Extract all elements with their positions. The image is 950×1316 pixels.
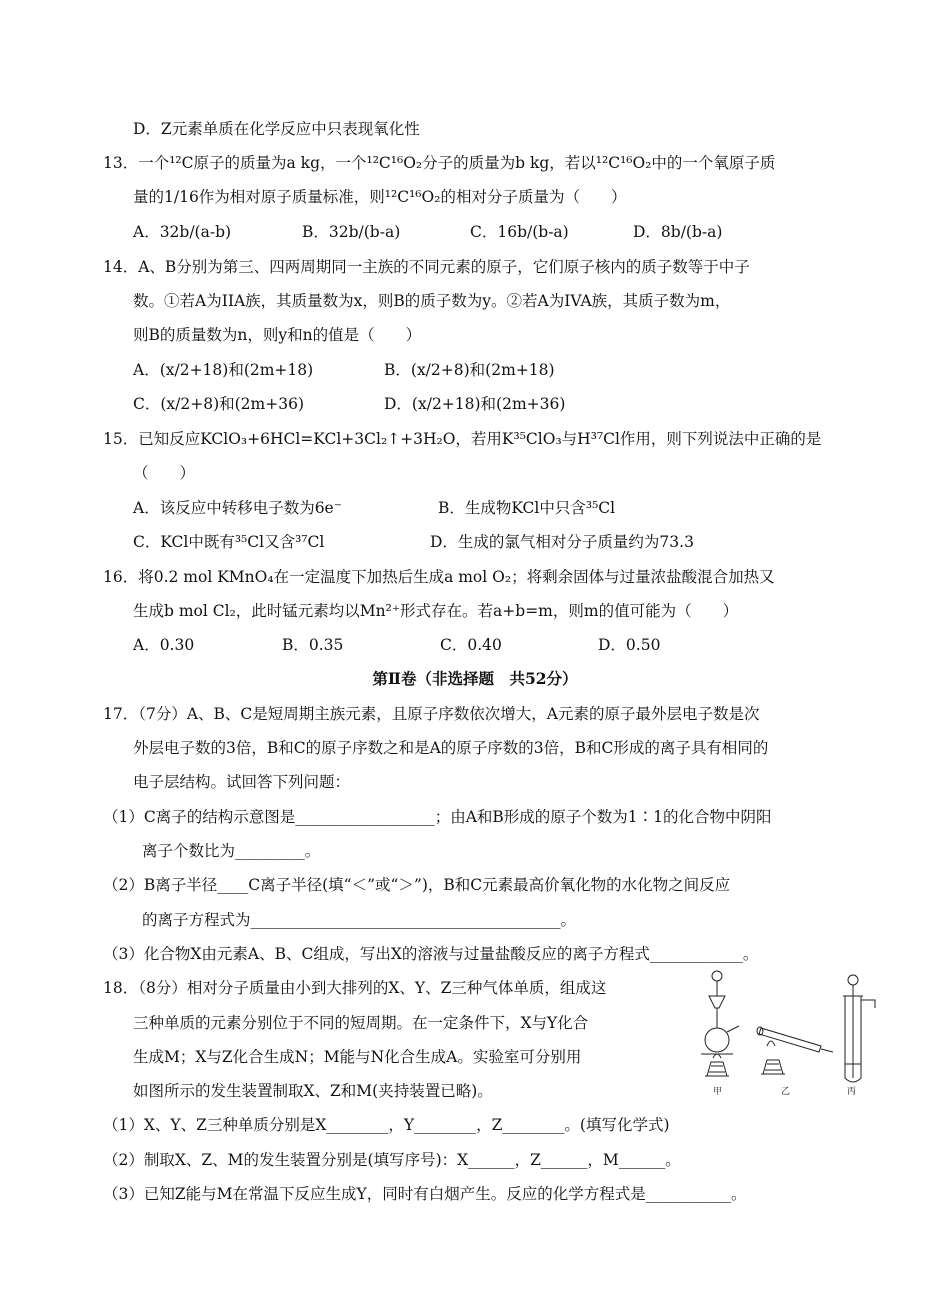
q16-stem-line1: 16．将0.2 mol KMnO₄在一定温度下加热后生成a mol O₂；将剩余固体与过量浓盐酸混合加热又 (103, 568, 775, 586)
q18-sub1: （1）X、Y、Z三种单质分别是X________，Y________，Z________。(填写化学式) (103, 1116, 670, 1134)
q14-option-d: D．(x/2+18)和(2m+36) (384, 395, 566, 413)
q17-sub3: （3）化合物X由元素A、B、C组成，写出X的溶液与过量盐酸反应的离子方程式____________。 (103, 945, 759, 963)
q18-sub2: （2）制取X、Z、M的发生装置分别是(填写序号)：X______，Z______，M______。 (103, 1151, 681, 1169)
q17-stem-line1: 17．（7分）A、B、C是短周期主族元素，且原子序数依次增大，A元素的原子最外层电子数是次 (103, 705, 760, 723)
q17-stem-line3: 电子层结构。试回答下列问题： (133, 773, 351, 791)
q13-stem-line1: 13．一个¹²C原子的质量为a kg，一个¹²C¹⁶O₂分子的质量为b kg，若以¹²C¹⁶O₂中的一个氧原子质 (103, 154, 776, 172)
q13-option-b: B．32b/(b-a) (302, 223, 401, 241)
q13-stem-line2: 量的1/16作为相对原子质量标准，则¹²C¹⁶O₂的相对分子质量为（ ） (133, 188, 627, 206)
figure-label-yi: 乙 (781, 1087, 791, 1097)
q16-option-b: B．0.35 (282, 636, 344, 654)
q17-sub2-line1: （2）B离子半径____C离子半径(填“＜”或“＞”)，B和C元素最高价氧化物的水化物之间反应 (103, 876, 731, 894)
q16-option-c: C．0.40 (440, 636, 502, 654)
q14-stem-line1: 14．A、B分别为第三、四两周期同一主族的不同元素的原子，它们原子核内的质子数等于中子 (103, 258, 750, 276)
q13-option-c: C．16b/(b-a) (470, 223, 569, 241)
q12-option-d: D．Z元素单质在化学反应中只表现氧化性 (133, 120, 420, 138)
apparatus-yi (757, 1027, 833, 1074)
q18-stem-line1: 18．（8分）相对分子质量由小到大排列的X、Y、Z三种气体单质，组成这 (103, 979, 607, 997)
apparatus-bing (843, 975, 875, 1082)
q18-stem-line4: 如图所示的发生装置制取X、Z和M(夹持装置已略)。 (133, 1082, 493, 1100)
q14-stem-line3: 则B的质量数为n，则y和n的值是（ ） (133, 326, 422, 344)
q15-stem-line2: （ ） (133, 464, 196, 482)
q13-option-a: A．32b/(a-b) (133, 223, 232, 241)
q14-stem-line2: 数。①若A为IIA族，其质量数为x，则B的质子数为y。②若A为IVA族，其质子数为m， (133, 292, 731, 310)
section-2-title: 第Ⅱ卷（非选择题 共52分） (372, 669, 578, 688)
figure-label-jia: 甲 (713, 1087, 723, 1097)
q16-stem-line2: 生成b mol Cl₂，此时锰元素均以Mn²⁺形式存在。若a+b=m，则m的值可能为（ ） (133, 602, 739, 620)
apparatus-jia (701, 971, 739, 1076)
q18-stem-line3: 生成M；X与Z化合生成N；M能与N化合生成A。实验室可分别用 (133, 1048, 582, 1066)
q17-stem-line2: 外层电子数的3倍，B和C的原子序数之和是A的原子序数的3倍，B和C形成的离子具有相同的 (133, 739, 769, 757)
lab-apparatus-figure (693, 966, 893, 1104)
q15-option-a: A．该反应中转移电子数为6e⁻ (133, 499, 342, 517)
q15-option-b: B．生成物KCl中只含³⁵Cl (438, 499, 616, 517)
q14-option-a: A．(x/2+18)和(2m+18) (133, 361, 314, 379)
q17-sub2-line2: 的离子方程式为________________________________________。 (142, 911, 577, 929)
q18-stem-line2: 三种单质的元素分别位于不同的短周期。在一定条件下，X与Y化合 (133, 1014, 589, 1032)
q16-option-d: D．0.50 (598, 636, 661, 654)
q17-sub1-line1: （1）C离子的结构示意图是__________________；由A和B形成的原子个数为1∶1的化合物中阴阳 (103, 808, 772, 826)
q18-sub3: （3）已知Z能与M在常温下反应生成Y，同时有白烟产生。反应的化学方程式是___________。 (103, 1185, 747, 1203)
q15-option-d: D．生成的氯气相对分子质量约为73.3 (430, 533, 694, 551)
q14-option-b: B．(x/2+8)和(2m+18) (384, 361, 555, 379)
q17-sub1-line2: 离子个数比为_________。 (142, 842, 321, 860)
q16-option-a: A．0.30 (133, 636, 195, 654)
q15-stem-line1: 15．已知反应KClO₃+6HCl=KCl+3Cl₂↑+3H₂O，若用K³⁵ClO₃与H³⁷Cl作用，则下列说法中正确的是 (103, 430, 822, 448)
q15-option-c: C．KCl中既有³⁵Cl又含³⁷Cl (133, 533, 325, 551)
figure-label-bing: 丙 (847, 1087, 857, 1097)
q13-option-d: D．8b/(b-a) (633, 223, 723, 241)
q14-option-c: C．(x/2+8)和(2m+36) (133, 395, 304, 413)
